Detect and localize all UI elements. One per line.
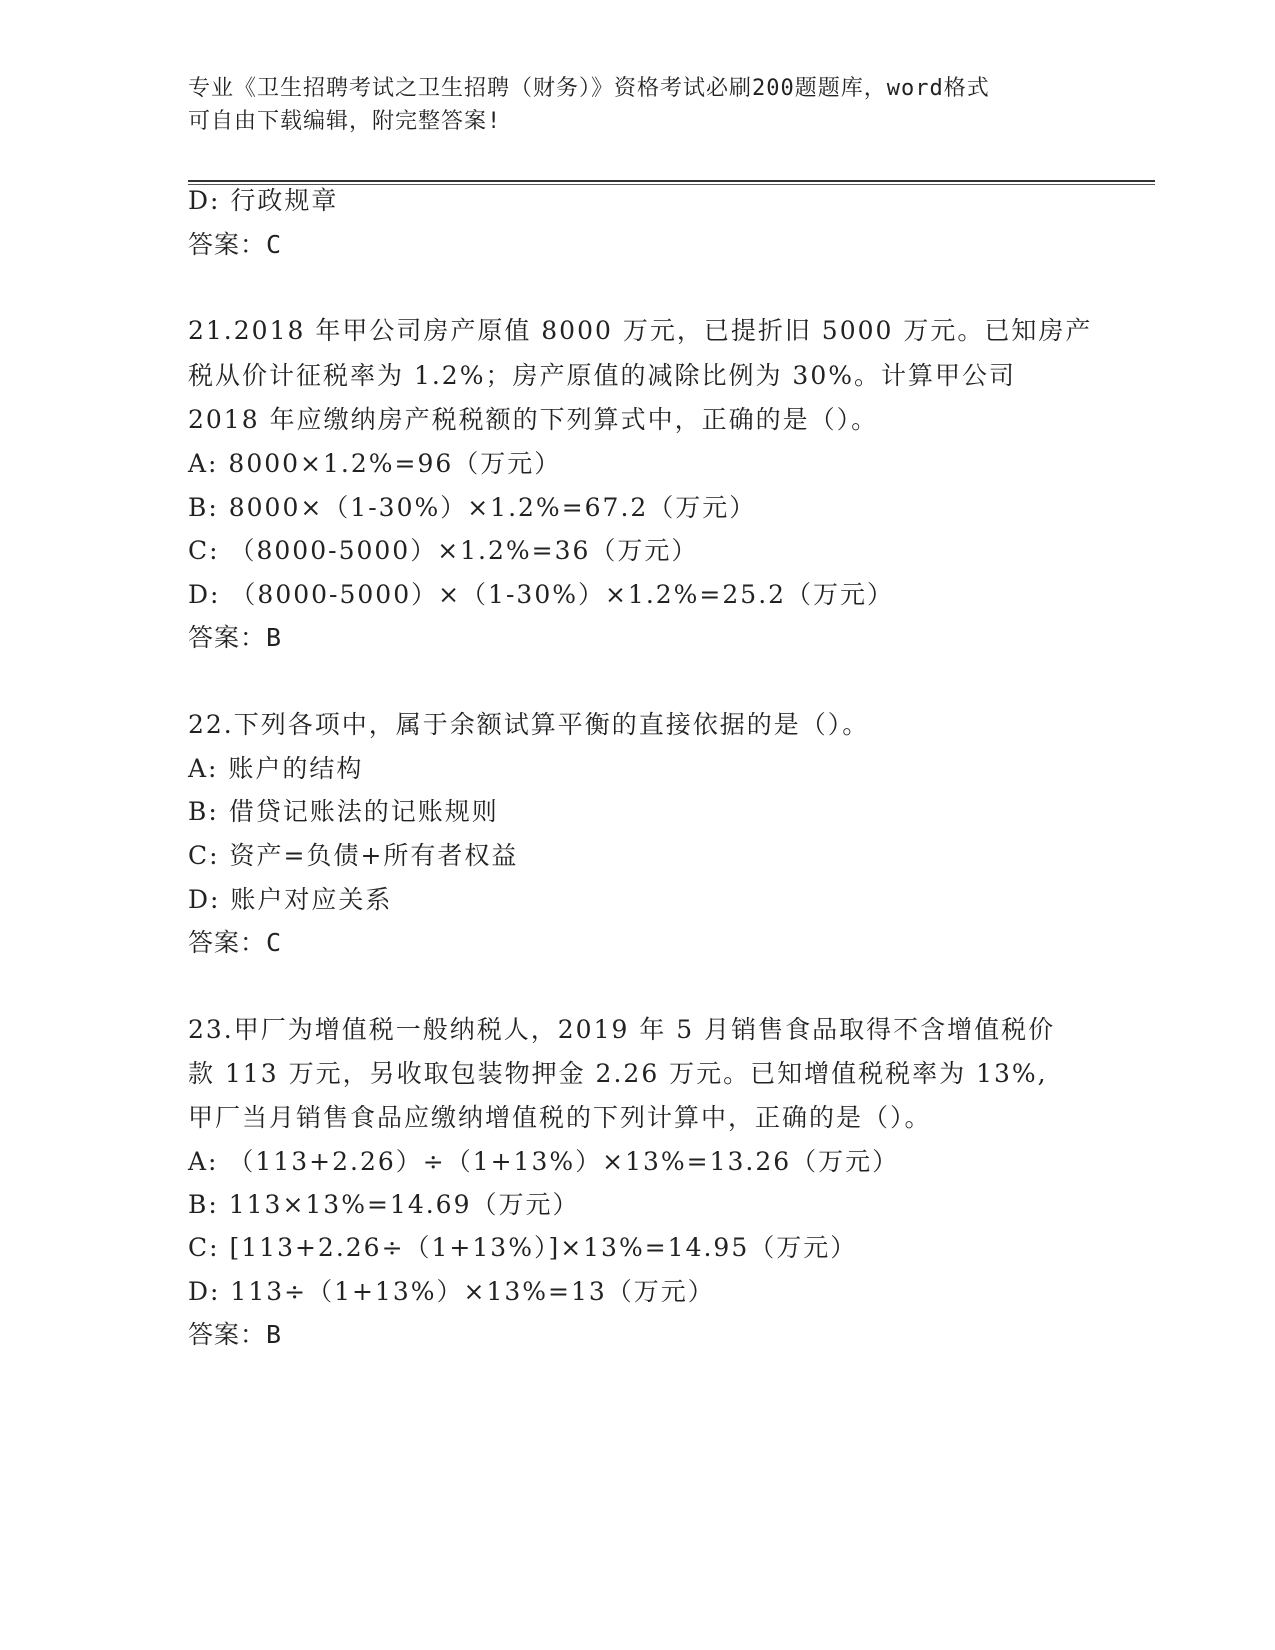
q23-answer: 答案：B — [188, 1320, 283, 1349]
q23-option-c: C: [113+2.26÷（1+13%）]×13%=14.95（万元） — [188, 1233, 858, 1262]
q22-option-d: D: 账户对应关系 — [188, 885, 393, 914]
q21-stem-line-1: 21.2018 年甲公司房产原值 8000 万元，已提折旧 5000 万元。已知房产 — [188, 316, 1093, 345]
q21-option-b: B: 8000×（1-30%）×1.2%=67.2（万元） — [188, 493, 757, 522]
q23-option-d: D: 113÷（1+13%）×13%=13（万元） — [188, 1277, 715, 1306]
q22-stem-line-1: 22.下列各项中，属于余额试算平衡的直接依据的是（）。 — [188, 710, 870, 739]
page-header — [188, 72, 1088, 138]
header-title-line-2: 可自由下载编辑，附完整答案! — [188, 109, 502, 134]
prev-option-d: D: 行政规章 — [188, 186, 339, 215]
q21-answer: 答案：B — [188, 623, 283, 652]
q23-stem-line-3: 甲厂当月销售食品应缴纳增值税的下列计算中，正确的是（）。 — [188, 1103, 932, 1132]
q22-answer: 答案：C — [188, 928, 283, 957]
header-title-line-1: 专业《卫生招聘考试之卫生招聘（财务）》资格考试必刷200题题库，word格式 — [188, 76, 990, 101]
q22-option-a: A: 账户的结构 — [188, 754, 364, 783]
q22-option-b: B: 借贷记账法的记账规则 — [188, 797, 499, 826]
q21-option-d: D: （8000-5000）×（1-30%）×1.2%=25.2（万元） — [188, 580, 895, 609]
q22-option-c: C: 资产=负债+所有者权益 — [188, 841, 519, 870]
q23-option-a: A: （113+2.26）÷（1+13%）×13%=13.26（万元） — [188, 1147, 900, 1176]
prev-answer: 答案：C — [188, 230, 283, 259]
header-divider-thin — [188, 184, 1155, 185]
header-divider-thick — [188, 180, 1155, 182]
q21-stem-line-2: 税从价计征税率为 1.2%；房产原值的减除比例为 30%。计算甲公司 — [188, 361, 1016, 390]
q23-option-b: B: 113×13%=14.69（万元） — [188, 1190, 580, 1219]
q21-option-a: A: 8000×1.2%=96（万元） — [188, 449, 562, 478]
q21-option-c: C: （8000-5000）×1.2%=36（万元） — [188, 536, 699, 565]
q23-stem-line-2: 款 113 万元，另收取包装物押金 2.26 万元。已知增值税税率为 13%, — [188, 1059, 1048, 1088]
q23-stem-line-1: 23.甲厂为增值税一般纳税人，2019 年 5 月销售食品取得不含增值税价 — [188, 1015, 1056, 1044]
q21-stem-line-3: 2018 年应缴纳房产税税额的下列算式中，正确的是（）。 — [188, 405, 879, 434]
